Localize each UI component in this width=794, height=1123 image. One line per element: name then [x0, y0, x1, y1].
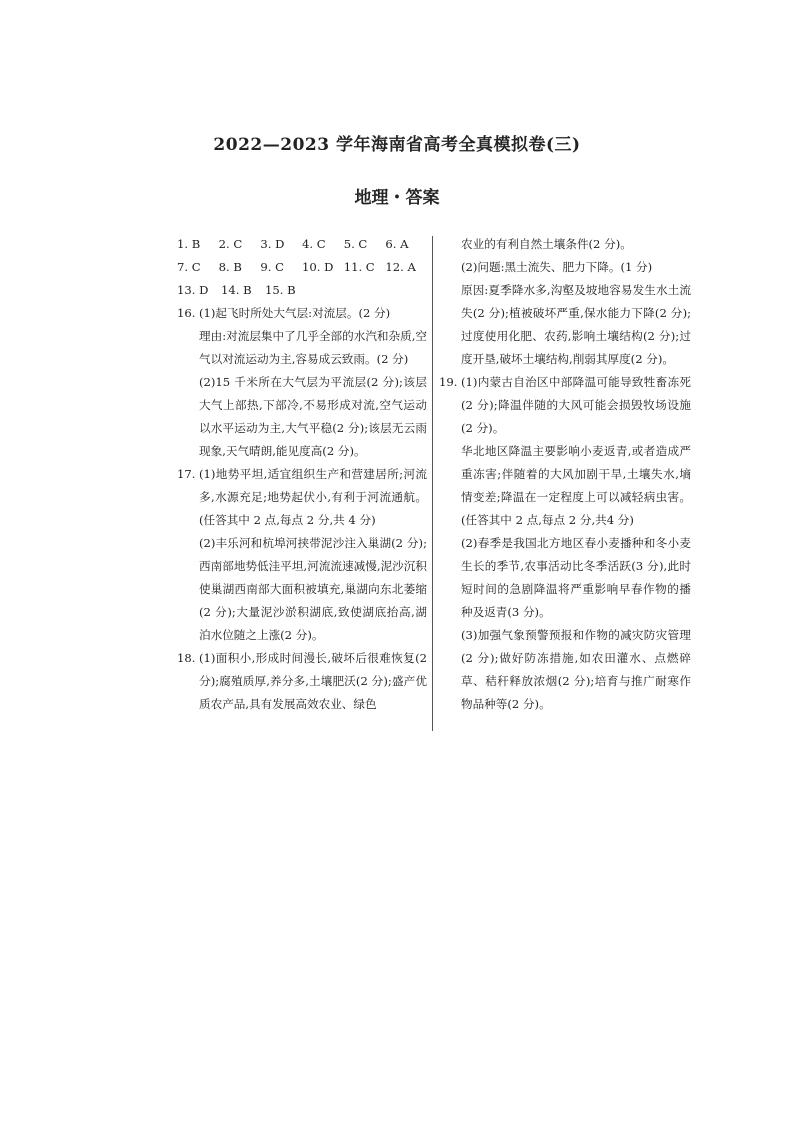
answer-paragraph: 原因:夏季降水多,沟壑及坡地容易发生水土流失(2 分);植被破坏严重,保水能力下降(2 分);过度使用化肥、农药,影响土壤结构(2 分);过度开垦,破坏土壤结构,削弱其厚度(2 分)。	[461, 283, 691, 366]
answer-column-right	[439, 233, 691, 716]
question-number: 18.	[177, 651, 196, 665]
question-number: 19.	[439, 375, 458, 389]
column-divider	[432, 236, 433, 731]
mc-answer: 14. B	[221, 283, 252, 297]
mc-answer: 7. C	[177, 260, 201, 274]
answer-paragraph: (3)加强气象预警预报和作物的减灾防灾管理(2 分);做好防冻措施,如农田灌水、点燃碎草、秸秆释放浓烟(2 分);培育与推广耐寒作物品种等(2 分)。	[461, 628, 691, 711]
mc-answer: 1. B	[177, 237, 201, 251]
question-18	[177, 647, 427, 716]
answer-paragraph: (2)15 千米所在大气层为平流层(2 分);该层大气上部热,下部冷,不易形成对流,空气运动以水平运动为主,大气平稳(2 分);该层无云雨现象,天气晴朗,能见度高(2 分)。	[199, 375, 427, 458]
mc-answer-row	[177, 256, 427, 279]
answer-paragraph: (1)面积小,形成时间漫长,破坏后很难恢复(2 分);腐殖质厚,养分多,土壤肥沃(2 分);盛产优质农产品,具有发展高效农业、绿色	[199, 651, 427, 711]
answer-paragraph: (2)春季是我国北方地区春小麦播种和冬小麦生长的季节,农事活动比冬季活跃(3 分),此时短时间的急剧降温将严重影响早春作物的播种及返青(3 分)。	[461, 536, 691, 619]
answer-paragraph: (1)起飞时所处大气层:对流层。(2 分)	[199, 306, 391, 320]
answer-column-left	[177, 233, 427, 716]
mc-answer: 12. A	[385, 260, 416, 274]
mc-answer: 13. D	[177, 283, 209, 297]
answer-paragraph: (2)问题:黑土流失、肥力下降。(1 分)	[461, 260, 653, 274]
mc-answer: 9. C	[260, 260, 284, 274]
mc-answer: 5. C	[343, 237, 368, 251]
mc-answer: 15. B	[265, 283, 296, 297]
answer-paragraph: 理由:对流层集中了几乎全部的水汽和杂质,空气以对流运动为主,容易成云致雨。(2 分)	[199, 329, 427, 366]
mc-answer: 10. D	[302, 260, 334, 274]
mc-answer-row	[177, 233, 427, 256]
answer-paragraph: (1)地势平坦,适宜组织生产和营建居所;河流多,水源充足;地势起伏小,有利于河流通航。(任答其中 2 点,每点 2 分,共 4 分)	[199, 467, 427, 527]
page-title: 2022—2023 学年海南省高考全真模拟卷(三)	[213, 135, 581, 155]
question-number: 17.	[177, 467, 196, 481]
mc-answer: 8. B	[218, 260, 242, 274]
answer-paragraph: (1)内蒙古自治区中部降温可能导致牲畜冻死(2 分);降温伴随的大风可能会损毁牧场设施(2 分)。	[461, 375, 691, 435]
question-number: 16.	[177, 306, 196, 320]
answer-paragraph: 华北地区降温主要影响小麦返青,或者造成严重冻害;伴随着的大风加剧干旱,土壤失水,墒情变差;降温在一定程度上可以减轻病虫害。(任答其中 2 点,每点 2 分,共4 分)	[461, 444, 691, 527]
mc-answer-row	[177, 279, 427, 302]
answer-paragraph: 农业的有利自然土壤条件(2 分)。	[461, 237, 632, 251]
mc-answer: 6. A	[385, 237, 409, 251]
question-16	[177, 302, 427, 463]
answer-paragraph: (2)丰乐河和杭埠河挟带泥沙注入巢湖(2 分);西南部地势低洼平坦,河流流速减慢,泥沙沉积使巢湖西南部大面积被填充,巢湖向东北萎缩(2 分);大量泥沙淤积湖底,致使湖底抬高,湖泊水位随之上涨(2 分)。	[199, 536, 427, 642]
question-19	[439, 371, 691, 716]
mc-answer: 3. D	[260, 237, 285, 251]
mc-answer: 2. C	[218, 237, 243, 251]
question-17	[177, 463, 427, 647]
page-subtitle: 地理・答案	[354, 188, 440, 208]
mc-answer: 11. C	[343, 260, 375, 274]
mc-answer: 4. C	[302, 237, 326, 251]
